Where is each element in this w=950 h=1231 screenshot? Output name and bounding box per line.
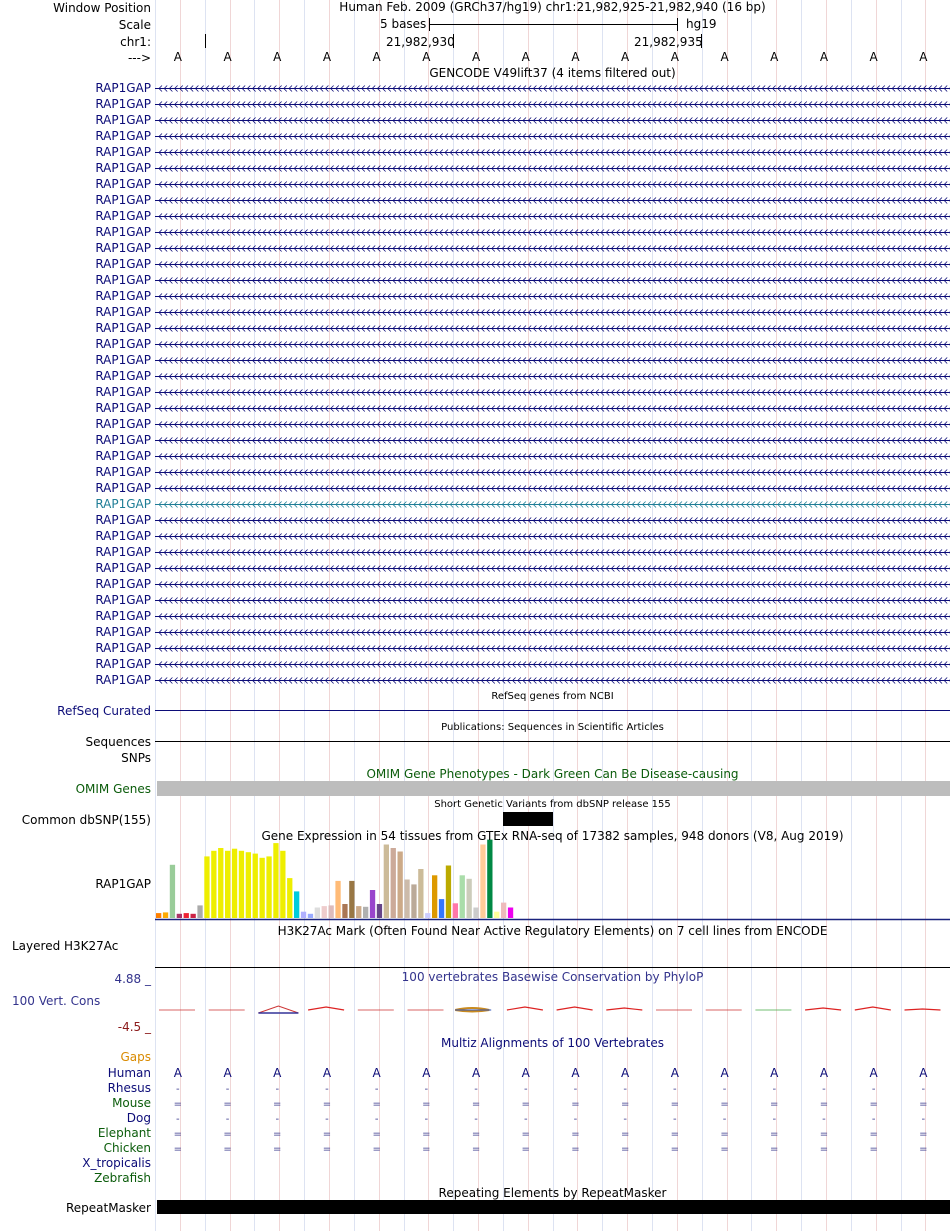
- gtex-bar: [349, 881, 354, 918]
- gtex-bar: [508, 908, 513, 919]
- alignment-base: =: [620, 1099, 630, 1110]
- alignment-base: =: [521, 1129, 530, 1140]
- alignment-base: A: [173, 1066, 182, 1080]
- gtex-bar: [170, 865, 175, 918]
- gtex-title: Gene Expression in 54 tissues from GTEx RNA-seq of 17382 samples, 948 donors (V8, Aug 2019): [261, 829, 844, 843]
- alignment-base: =: [273, 1129, 282, 1140]
- base-letter: A: [223, 50, 232, 64]
- gtex-bar: [342, 904, 347, 918]
- h3k27ac-title: H3K27Ac Mark (Often Found Near Active Regulatory Elements) on 7 cell lines from ENCODE: [277, 924, 828, 938]
- alignment-base: -: [523, 1084, 528, 1095]
- gencode-gene-label[interactable]: RAP1GAP: [95, 625, 151, 639]
- species-label-zebrafish: Zebrafish: [94, 1171, 151, 1185]
- alignment-base: -: [275, 1084, 280, 1095]
- alignment-base: A: [869, 1066, 878, 1080]
- dbsnp-title: Short Genetic Variants from dbSNP release 155: [434, 799, 671, 810]
- base-letter: A: [322, 50, 332, 64]
- gencode-gene-label[interactable]: RAP1GAP: [95, 385, 151, 399]
- alignment-base: -: [921, 1084, 926, 1095]
- alignment-base: A: [521, 1066, 530, 1080]
- publications-title: Publications: Sequences in Scientific Articles: [441, 722, 664, 733]
- gtex-bar: [418, 869, 423, 918]
- alignment-base: =: [819, 1099, 829, 1110]
- ruler-tick-label: 21,982,935: [634, 35, 703, 49]
- gtex-bar: [294, 891, 299, 918]
- alignment-base: =: [471, 1144, 481, 1155]
- alignment-base: -: [722, 1084, 727, 1095]
- gencode-gene-label[interactable]: RAP1GAP: [95, 545, 151, 559]
- alignment-base: =: [422, 1099, 431, 1110]
- publications-label: Sequences: [85, 735, 151, 749]
- gtex-bar: [163, 912, 168, 918]
- alignment-base: =: [819, 1144, 829, 1155]
- dbsnp-variant: [503, 812, 553, 826]
- gtex-bar: [184, 913, 189, 918]
- gencode-gene-label[interactable]: RAP1GAP: [95, 641, 151, 655]
- alignment-base: =: [173, 1144, 183, 1155]
- alignment-base: -: [573, 1084, 578, 1095]
- alignment-base: -: [523, 1114, 528, 1125]
- species-label-rhesus: Rhesus: [107, 1081, 151, 1095]
- alignment-base: =: [869, 1099, 878, 1110]
- phylop-label: 100 Vert. Cons: [12, 994, 101, 1008]
- ruler-tick-label: 21,982,930: [386, 35, 455, 49]
- alignment-base: =: [422, 1144, 431, 1155]
- alignment-base: =: [770, 1099, 779, 1110]
- chr-label: chr1:: [120, 35, 151, 49]
- gtex-bar: [356, 906, 361, 918]
- alignment-base: A: [372, 1066, 381, 1080]
- gtex-bar: [191, 914, 196, 918]
- gencode-gene-label[interactable]: RAP1GAP: [95, 193, 151, 207]
- species-label-human: Human: [107, 1066, 151, 1080]
- gtex-bar: [329, 905, 334, 918]
- assembly-name: hg19: [686, 17, 717, 31]
- gencode-title: GENCODE V49lift37 (4 items filtered out): [429, 66, 676, 80]
- base-letter: A: [471, 50, 481, 64]
- gencode-gene-label[interactable]: RAP1GAP: [95, 561, 151, 575]
- gencode-gene-label[interactable]: RAP1GAP: [95, 497, 151, 511]
- omim-title: OMIM Gene Phenotypes - Dark Green Can Be Disease-causing: [366, 767, 739, 781]
- alignment-base: -: [871, 1114, 876, 1125]
- gencode-gene-label[interactable]: RAP1GAP: [95, 433, 151, 447]
- gtex-bar: [460, 875, 465, 918]
- gencode-gene-label[interactable]: RAP1GAP: [95, 273, 151, 287]
- gtex-bar: [370, 890, 375, 918]
- alignment-base: -: [325, 1084, 329, 1095]
- alignment-base: -: [722, 1114, 727, 1125]
- gencode-gene-label[interactable]: RAP1GAP: [95, 657, 151, 671]
- gencode-gene-label[interactable]: RAP1GAP: [95, 305, 151, 319]
- alignment-base: -: [623, 1114, 627, 1125]
- alignment-base: =: [273, 1144, 282, 1155]
- repeatmasker-title: Repeating Elements by RepeatMasker: [438, 1186, 667, 1200]
- gtex-label: RAP1GAP: [95, 877, 151, 891]
- gencode-gene-label[interactable]: RAP1GAP: [95, 81, 151, 95]
- gencode-gene-label[interactable]: RAP1GAP: [95, 257, 151, 271]
- alignment-base: =: [521, 1144, 530, 1155]
- base-letter: A: [173, 50, 182, 64]
- gtex-bar: [494, 912, 499, 918]
- alignment-base: =: [422, 1129, 431, 1140]
- gtex-bar: [363, 907, 368, 918]
- alignment-base: -: [822, 1084, 826, 1095]
- gtex-bar: [377, 904, 382, 918]
- gencode-gene-label[interactable]: RAP1GAP: [95, 609, 151, 623]
- alignment-base: =: [670, 1099, 680, 1110]
- gtex-bar: [280, 851, 285, 918]
- gencode-gene-label[interactable]: RAP1GAP: [95, 113, 151, 127]
- alignment-base: -: [474, 1084, 478, 1095]
- alignment-base: -: [424, 1084, 429, 1095]
- alignment-base: A: [571, 1066, 580, 1080]
- base-letter: A: [621, 50, 630, 64]
- alignment-base: =: [919, 1099, 928, 1110]
- base-letter: A: [422, 50, 431, 64]
- gtex-bar: [425, 913, 430, 918]
- alignment-base: =: [173, 1129, 183, 1140]
- alignment-base: -: [176, 1114, 180, 1125]
- gtex-bar: [156, 913, 161, 918]
- gtex-bar: [480, 845, 485, 919]
- phylop-signal: [905, 1009, 941, 1010]
- gencode-gene-label[interactable]: RAP1GAP: [95, 577, 151, 591]
- gencode-gene-label[interactable]: RAP1GAP: [95, 481, 151, 495]
- dbsnp-label: Common dbSNP(155): [21, 813, 151, 827]
- gencode-gene-label[interactable]: RAP1GAP: [95, 529, 151, 543]
- h3k27ac-label: Layered H3K27Ac: [12, 939, 119, 953]
- phylop-signal: [855, 1007, 891, 1010]
- alignment-base: =: [670, 1129, 680, 1140]
- gencode-gene-label[interactable]: RAP1GAP: [95, 241, 151, 255]
- gtex-bar: [218, 848, 223, 918]
- alignment-base: A: [471, 1066, 481, 1080]
- gtex-bar: [253, 854, 258, 918]
- gencode-gene-label[interactable]: RAP1GAP: [95, 673, 151, 687]
- alignment-base: =: [372, 1144, 381, 1155]
- gtex-bar: [273, 843, 278, 918]
- gencode-gene-label[interactable]: RAP1GAP: [95, 353, 151, 367]
- alignment-base: -: [822, 1114, 826, 1125]
- gtex-bar: [473, 908, 478, 919]
- species-label-mouse: Mouse: [112, 1096, 151, 1110]
- gencode-gene-label[interactable]: RAP1GAP: [95, 145, 151, 159]
- phylop-signal: [805, 1008, 841, 1010]
- phylop-title: 100 vertebrates Basewise Conservation by PhyloP: [401, 970, 704, 984]
- alignment-base: A: [322, 1066, 332, 1080]
- alignment-base: A: [720, 1066, 729, 1080]
- alignment-base: -: [772, 1084, 777, 1095]
- refseq-title: RefSeq genes from NCBI: [491, 691, 614, 702]
- gtex-bar: [467, 879, 472, 918]
- gtex-bar: [315, 908, 320, 919]
- gtex-bar: [225, 851, 230, 918]
- alignment-base: -: [275, 1114, 280, 1125]
- gencode-gene-label[interactable]: RAP1GAP: [95, 449, 151, 463]
- alignment-base: =: [223, 1129, 232, 1140]
- alignment-base: A: [422, 1066, 431, 1080]
- alignment-base: =: [770, 1144, 779, 1155]
- strand-label: --->: [127, 51, 151, 65]
- gencode-gene-label[interactable]: RAP1GAP: [95, 513, 151, 527]
- alignment-base: -: [921, 1114, 926, 1125]
- gtex-bar: [266, 856, 271, 918]
- gencode-gene-label[interactable]: RAP1GAP: [95, 161, 151, 175]
- alignment-base: A: [670, 1066, 679, 1080]
- gtex-bar: [446, 866, 451, 919]
- refseq-label[interactable]: RefSeq Curated: [57, 704, 151, 718]
- alignment-base: =: [919, 1129, 928, 1140]
- scale-text: 5 bases: [380, 17, 427, 31]
- gtex-bar: [308, 914, 313, 918]
- gtex-bar: [501, 903, 506, 918]
- alignment-base: =: [869, 1129, 878, 1140]
- alignment-base: =: [819, 1129, 829, 1140]
- alignment-base: -: [374, 1084, 379, 1095]
- base-letter: A: [819, 50, 829, 64]
- gtex-bar: [204, 856, 209, 918]
- alignment-base: -: [325, 1114, 329, 1125]
- gencode-gene-label[interactable]: RAP1GAP: [95, 209, 151, 223]
- gtex-bar: [411, 884, 416, 918]
- gtex-bar: [335, 881, 340, 918]
- alignment-base: -: [424, 1114, 429, 1125]
- gencode-gene-label[interactable]: RAP1GAP: [95, 129, 151, 143]
- alignment-base: =: [223, 1144, 232, 1155]
- species-label-elephant: Elephant: [97, 1126, 151, 1140]
- alignment-base: =: [620, 1144, 630, 1155]
- alignment-base: -: [673, 1084, 677, 1095]
- alignment-base: A: [273, 1066, 282, 1080]
- gencode-gene-label[interactable]: RAP1GAP: [95, 401, 151, 415]
- omim-bar: [157, 781, 950, 796]
- phylop-signal: [606, 1008, 642, 1010]
- species-label-chicken: Chicken: [103, 1141, 151, 1155]
- alignment-base: A: [621, 1066, 630, 1080]
- species-label-x_tropicalis: X_tropicalis: [82, 1156, 151, 1170]
- base-letter: A: [670, 50, 679, 64]
- alignment-base: A: [919, 1066, 928, 1080]
- alignment-base: =: [173, 1099, 183, 1110]
- gtex-bar: [177, 914, 182, 918]
- base-letter: A: [720, 50, 729, 64]
- alignment-base: =: [720, 1144, 729, 1155]
- gtex-bar: [301, 912, 306, 918]
- alignment-base: =: [919, 1144, 928, 1155]
- phylop-signal: [258, 1006, 298, 1013]
- base-letter: A: [273, 50, 282, 64]
- alignment-base: A: [819, 1066, 829, 1080]
- alignment-base: -: [374, 1114, 379, 1125]
- alignment-base: =: [223, 1099, 232, 1110]
- alignment-base: =: [273, 1099, 282, 1110]
- alignment-base: -: [573, 1114, 578, 1125]
- phylop-signal: [507, 1007, 543, 1010]
- base-letter: A: [869, 50, 878, 64]
- gtex-bar: [398, 852, 403, 919]
- gtex-bar: [260, 858, 265, 918]
- repeatmasker-label: RepeatMasker: [65, 1201, 151, 1215]
- window-position-label: Window Position: [53, 1, 151, 15]
- alignment-base: =: [720, 1099, 729, 1110]
- gtex-bar: [246, 852, 251, 918]
- base-letter: A: [521, 50, 530, 64]
- alignment-base: -: [225, 1114, 230, 1125]
- alignment-base: A: [770, 1066, 779, 1080]
- alignment-base: =: [571, 1099, 580, 1110]
- alignment-base: -: [623, 1084, 627, 1095]
- gtex-bar: [384, 845, 389, 919]
- gencode-gene-label[interactable]: RAP1GAP: [95, 97, 151, 111]
- base-letter: A: [770, 50, 779, 64]
- alignment-base: =: [521, 1099, 530, 1110]
- track-data-panel: [155, 0, 950, 1231]
- gtex-bar: [239, 851, 244, 918]
- scale-label: Scale: [118, 18, 151, 32]
- gencode-gene-label[interactable]: RAP1GAP: [95, 321, 151, 335]
- base-letter: A: [372, 50, 381, 64]
- gtex-bar: [391, 848, 396, 918]
- position-title: Human Feb. 2009 (GRCh37/hg19) chr1:21,982,925-21,982,940 (16 bp): [339, 0, 766, 14]
- alignment-base: =: [471, 1099, 481, 1110]
- phylop-min: -4.5 _: [117, 1020, 151, 1034]
- gtex-bar: [439, 899, 444, 918]
- alignment-base: =: [372, 1129, 381, 1140]
- alignment-base: -: [772, 1114, 777, 1125]
- species-label-dog: Dog: [126, 1111, 151, 1125]
- gencode-gene-label[interactable]: RAP1GAP: [95, 417, 151, 431]
- alignment-base: =: [571, 1129, 580, 1140]
- phylop-signal: [557, 1007, 593, 1010]
- alignment-base: =: [670, 1144, 680, 1155]
- gencode-gene-label[interactable]: RAP1GAP: [95, 289, 151, 303]
- alignment-base: =: [322, 1099, 332, 1110]
- base-letter: A: [919, 50, 928, 64]
- gtex-bar: [404, 880, 409, 919]
- alignment-base: =: [869, 1144, 878, 1155]
- gtex-bar: [211, 851, 216, 918]
- alignment-base: =: [372, 1099, 381, 1110]
- gencode-gene-label[interactable]: RAP1GAP: [95, 465, 151, 479]
- track-labels-panel: [0, 0, 155, 1231]
- repeat-element: [157, 1200, 950, 1214]
- alignment-base: =: [720, 1129, 729, 1140]
- alignment-base: A: [223, 1066, 232, 1080]
- alignment-base: -: [176, 1084, 180, 1095]
- snps-label: SNPs: [121, 751, 151, 765]
- gtex-bar: [197, 905, 202, 918]
- gencode-gene-label[interactable]: RAP1GAP: [95, 177, 151, 191]
- base-letter: A: [571, 50, 580, 64]
- alignment-base: =: [471, 1129, 481, 1140]
- alignment-base: -: [225, 1084, 230, 1095]
- gtex-bar: [432, 875, 437, 918]
- alignment-base: =: [322, 1144, 332, 1155]
- gencode-gene-label[interactable]: RAP1GAP: [95, 225, 151, 239]
- gencode-gene-label[interactable]: RAP1GAP: [95, 593, 151, 607]
- alignment-base: -: [474, 1114, 478, 1125]
- gtex-bar: [287, 878, 292, 918]
- omim-label: OMIM Genes: [75, 782, 151, 796]
- gtex-bar: [322, 906, 327, 918]
- gtex-bar: [453, 903, 458, 918]
- gtex-bar: [232, 849, 237, 918]
- phylop-signal: [308, 1007, 344, 1010]
- gencode-gene-label[interactable]: RAP1GAP: [95, 369, 151, 383]
- gaps-label: Gaps: [120, 1050, 151, 1064]
- phylop-max: 4.88 _: [114, 972, 151, 986]
- alignment-base: -: [871, 1084, 876, 1095]
- alignment-base: -: [673, 1114, 677, 1125]
- gencode-gene-label[interactable]: RAP1GAP: [95, 337, 151, 351]
- alignment-base: =: [770, 1129, 779, 1140]
- gtex-bar: [487, 840, 492, 918]
- alignment-base: =: [322, 1129, 332, 1140]
- multiz-title: Multiz Alignments of 100 Vertebrates: [440, 1036, 665, 1050]
- alignment-base: =: [620, 1129, 630, 1140]
- alignment-base: =: [571, 1144, 580, 1155]
